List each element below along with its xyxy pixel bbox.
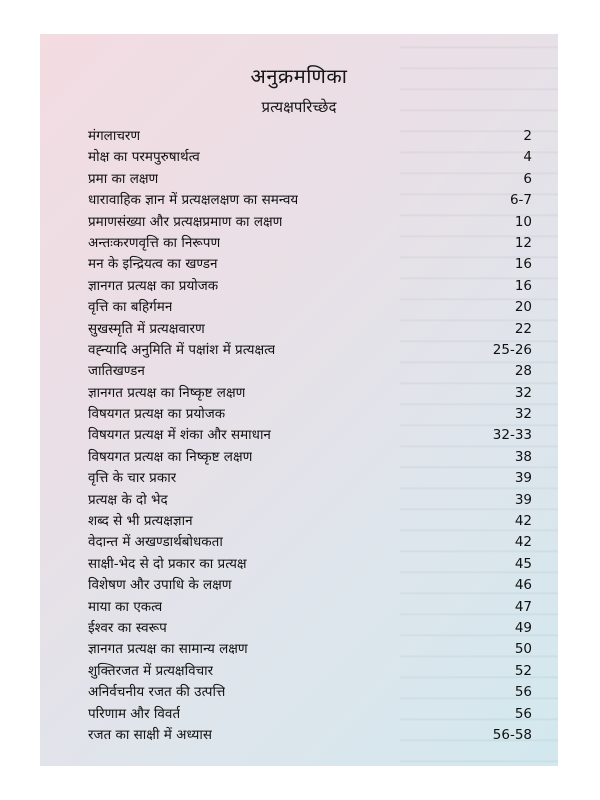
entry-page-number: 39 [514, 470, 532, 487]
contents-entry [88, 682, 532, 703]
entry-title: वह्न्यादि अनुमिति में पक्षांश में प्रत्यक्षत्व [88, 341, 276, 358]
contents-entry [88, 490, 532, 511]
entry-page-number: 22 [514, 320, 532, 337]
contents-entry [88, 447, 532, 468]
entry-page-number: 2 [523, 128, 532, 144]
contents-entry [88, 340, 532, 361]
entry-page-number: 47 [514, 598, 532, 615]
entry-title: विशेषण और उपाधि के लक्षण [88, 577, 232, 594]
contents-entry [88, 254, 532, 275]
entry-page-number: 20 [514, 299, 532, 316]
contents-entry [88, 297, 532, 318]
entry-page-number: 56 [514, 684, 532, 701]
contents-entry [88, 597, 532, 618]
contents-entry [88, 404, 532, 425]
contents-entry [88, 276, 532, 297]
entry-title: साक्षी-भेद से दो प्रकार का प्रत्यक्ष [88, 555, 247, 572]
entry-page-number: 6-7 [509, 192, 532, 209]
entry-page-number: 6 [523, 170, 532, 187]
entry-title: रजत का साक्षी में अध्यास [88, 726, 212, 743]
entry-page-number: 45 [514, 555, 532, 572]
entry-page-number: 28 [514, 363, 532, 380]
entry-title: ज्ञानगत प्रत्यक्ष का सामान्य लक्षण [88, 641, 248, 658]
entry-title: विषयगत प्रत्यक्ष में शंका और समाधान [88, 427, 271, 444]
page-title: अनुक्रमणिका [250, 64, 348, 88]
contents-entry [88, 575, 532, 596]
entry-title: वेदान्त में अखण्डार्थबोधकता [88, 534, 223, 551]
entry-title: विषयगत प्रत्यक्ष का प्रयोजक [88, 406, 226, 423]
entry-title: विषयगत प्रत्यक्ष का निष्कृष्ट लक्षण [88, 448, 253, 465]
contents-entry [88, 725, 532, 746]
entry-title: ज्ञानगत प्रत्यक्ष का निष्कृष्ट लक्षण [88, 384, 246, 401]
book-page [40, 34, 558, 766]
entry-page-number: 42 [514, 534, 532, 551]
contents-entry [88, 468, 532, 489]
contents-list [88, 126, 532, 746]
entry-title: मंगलाचरण [88, 128, 141, 144]
entry-page-number: 52 [514, 662, 532, 679]
contents-entry [88, 233, 532, 254]
entry-title: मन के इन्द्रियत्व का खण्डन [88, 256, 218, 273]
entry-title: शब्द से भी प्रत्यक्षज्ञान [88, 513, 193, 530]
contents-entry [88, 704, 532, 725]
entry-title: शुक्तिरजत में प्रत्यक्षविचार [88, 662, 214, 679]
entry-title: परिणाम और विवर्त [88, 705, 181, 722]
contents-entry [88, 126, 532, 147]
section-heading: प्रत्यक्षपरिच्छेद [261, 98, 337, 116]
contents-entry [88, 361, 532, 382]
contents-entry [88, 639, 532, 660]
entry-page-number: 49 [514, 619, 532, 636]
contents-entry [88, 383, 532, 404]
entry-title: अनिर्वचनीय रजत की उत्पत्ति [88, 684, 226, 701]
entry-page-number: 25-26 [492, 341, 532, 358]
entry-title: धारावाहिक ज्ञान में प्रत्यक्षलक्षण का समन्वय [88, 192, 299, 209]
contents-entry [88, 147, 532, 168]
entry-title: प्रमा का लक्षण [88, 170, 159, 187]
contents-entry [88, 169, 532, 190]
entry-title: ईश्वर का स्वरूप [88, 619, 167, 636]
entry-title: अन्तःकरणवृत्ति का निरूपण [88, 234, 221, 251]
entry-page-number: 39 [514, 491, 532, 508]
contents-entry [88, 190, 532, 211]
entry-page-number: 12 [514, 234, 532, 251]
entry-page-number: 16 [514, 277, 532, 294]
entry-page-number: 32 [514, 384, 532, 401]
entry-title: वृत्ति का बहिर्गमन [88, 299, 173, 316]
contents-entry [88, 532, 532, 553]
entry-title: प्रत्यक्ष के दो भेद [88, 491, 168, 508]
contents-entry [88, 425, 532, 446]
entry-title: सुखस्मृति में प्रत्यक्षवारण [88, 320, 205, 337]
entry-page-number: 56-58 [492, 726, 532, 743]
entry-page-number: 10 [514, 213, 532, 230]
entry-page-number: 46 [514, 577, 532, 594]
entry-title: माया का एकत्व [88, 598, 163, 615]
entry-page-number: 32 [514, 406, 532, 423]
entry-page-number: 16 [514, 256, 532, 273]
entry-title: वृत्ति के चार प्रकार [88, 470, 177, 487]
entry-page-number: 42 [514, 513, 532, 530]
contents-entry [88, 618, 532, 639]
contents-entry [88, 661, 532, 682]
entry-page-number: 32-33 [492, 427, 532, 444]
entry-title: मोक्ष का परमपुरुषार्थत्व [88, 149, 200, 166]
entry-page-number: 56 [514, 705, 532, 722]
entry-page-number: 50 [514, 641, 532, 658]
contents-entry [88, 511, 532, 532]
entry-title: जातिखण्डन [88, 363, 145, 380]
entry-page-number: 38 [514, 448, 532, 465]
contents-entry [88, 554, 532, 575]
entry-page-number: 4 [523, 149, 532, 166]
contents-entry [88, 212, 532, 233]
contents-entry [88, 319, 532, 340]
entry-title: ज्ञानगत प्रत्यक्ष का प्रयोजक [88, 277, 219, 294]
entry-title: प्रमाणसंख्या और प्रत्यक्षप्रमाण का लक्षण [88, 213, 283, 230]
